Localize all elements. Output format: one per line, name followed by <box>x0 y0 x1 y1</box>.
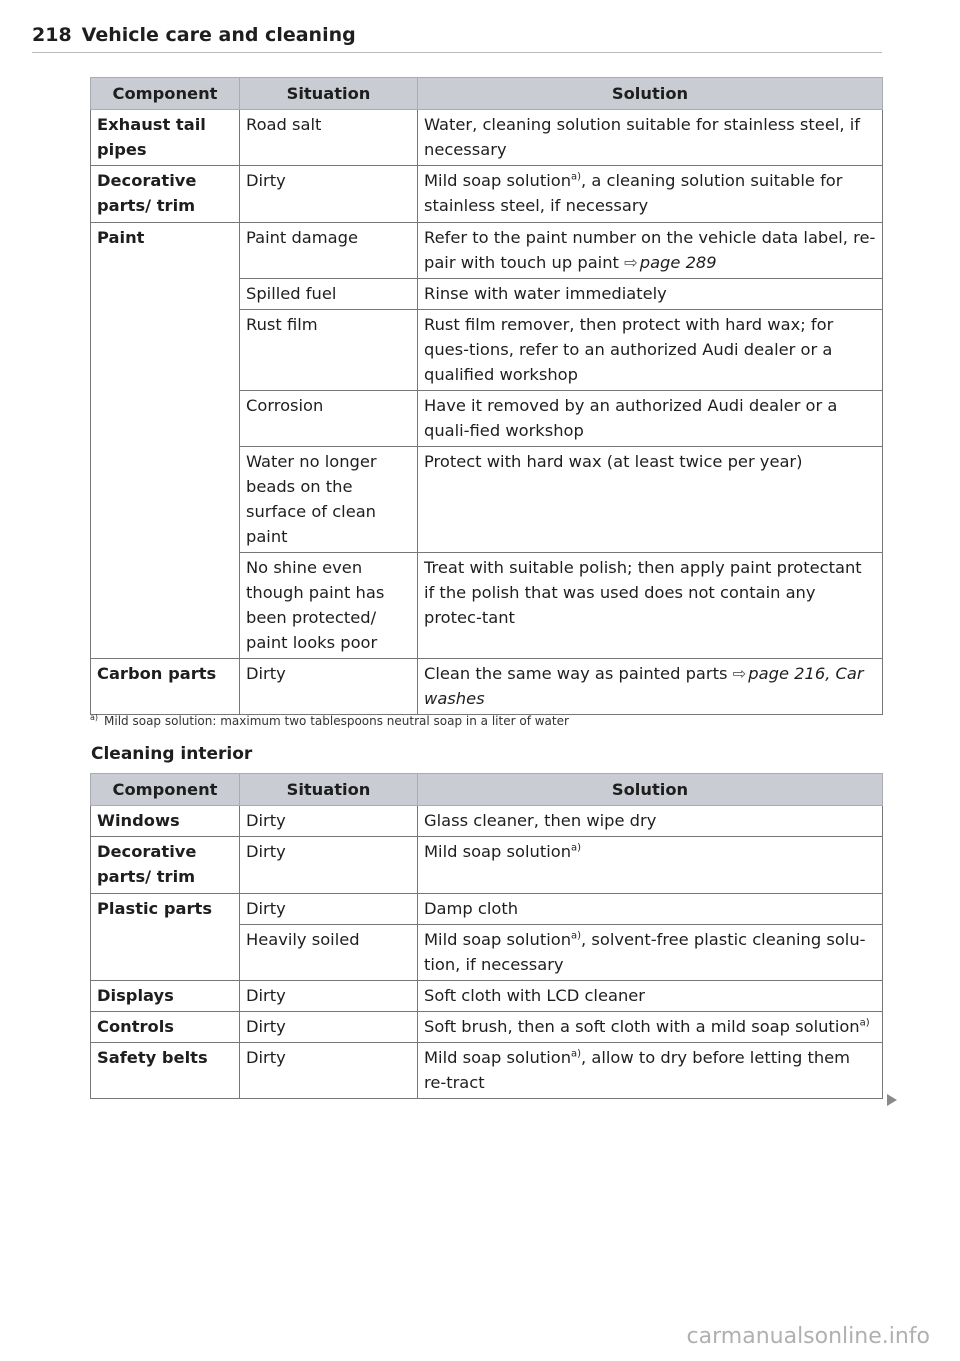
situation-cell: Rust film <box>240 310 418 391</box>
arrow-right-icon: ⇨ <box>624 253 638 272</box>
column-header-component: Component <box>91 78 240 110</box>
continue-arrow-icon <box>887 1094 897 1106</box>
table-row <box>91 806 883 837</box>
solution-cell: Water, cleaning solution suitable for stainless steel, if necessary <box>418 110 883 166</box>
solution-text: Mild soap solution <box>424 930 572 949</box>
page-header <box>32 24 882 53</box>
situation-cell: Dirty <box>240 659 418 715</box>
solution-cell <box>418 1043 883 1099</box>
component-cell: Exhaust tail pipes <box>91 110 240 166</box>
solution-cell <box>418 166 883 223</box>
solution-cell <box>418 925 883 981</box>
component-cell: Displays <box>91 981 240 1012</box>
footnote-text: Mild soap solution: maximum two tablespoons neutral soap in a liter of water <box>104 714 569 728</box>
solution-cell <box>418 659 883 715</box>
footnote-ref: a) <box>571 1048 582 1060</box>
table-row <box>91 110 883 166</box>
solution-text: Clean the same way as painted parts <box>424 664 733 683</box>
solution-cell <box>418 223 883 279</box>
table-row <box>91 837 883 894</box>
page-number: 218 <box>32 24 72 46</box>
watermark: carmanualsonline.info <box>686 1324 930 1349</box>
footnote-ref: a) <box>571 171 582 183</box>
solution-text: , a cleaning solution suitable for stainless steel, if necessary <box>424 171 843 215</box>
situation-cell: Dirty <box>240 837 418 894</box>
arrow-right-icon: ⇨ <box>732 664 747 683</box>
table-row <box>91 223 883 279</box>
footnote-ref: a) <box>859 1017 870 1029</box>
page-title: Vehicle care and cleaning <box>81 24 356 46</box>
solution-cell: Have it removed by an authorized Audi dealer or a quali-fied workshop <box>418 391 883 447</box>
component-cell: Windows <box>91 806 240 837</box>
solution-cell: Rust film remover, then protect with hard wax; for ques-tions, refer to an authorized Audi dealer or a qualified workshop <box>418 310 883 391</box>
solution-cell <box>418 1012 883 1043</box>
component-cell: Decorative parts/ trim <box>91 166 240 223</box>
table-header-row <box>91 774 883 806</box>
component-cell: Plastic parts <box>91 894 240 981</box>
situation-cell: No shine even though paint has been protected/ paint looks poor <box>240 553 418 659</box>
situation-cell: Corrosion <box>240 391 418 447</box>
table-row <box>91 981 883 1012</box>
footnote-ref: a) <box>571 842 582 854</box>
solution-cell: Rinse with water immediately <box>418 279 883 310</box>
component-cell: Safety belts <box>91 1043 240 1099</box>
column-header-solution: Solution <box>418 774 883 806</box>
component-cell: Decorative parts/ trim <box>91 837 240 894</box>
situation-cell: Paint damage <box>240 223 418 279</box>
component-cell: Carbon parts <box>91 659 240 715</box>
solution-text: Mild soap solution <box>424 842 572 861</box>
table-row <box>91 894 883 925</box>
table-header-row <box>91 78 883 110</box>
situation-cell: Dirty <box>240 894 418 925</box>
solution-text: Mild soap solution <box>424 1048 572 1067</box>
footnote-ref: a) <box>571 930 582 942</box>
situation-cell: Dirty <box>240 1012 418 1043</box>
solution-text: Refer to the paint number on the vehicle data label, re-pair with touch up paint <box>424 228 876 272</box>
solution-text: , allow to dry before letting them re-tract <box>424 1048 851 1092</box>
section-heading: Cleaning interior <box>91 744 253 764</box>
component-cell: Paint <box>91 223 240 659</box>
interior-cleaning-table <box>90 773 883 1099</box>
solution-cell <box>418 837 883 894</box>
column-header-solution: Solution <box>418 78 883 110</box>
page-reference-link[interactable]: page 289 <box>639 253 717 272</box>
table-row <box>91 166 883 223</box>
situation-cell: Heavily soiled <box>240 925 418 981</box>
page-reference-link[interactable]: page 216, Car washes <box>424 664 864 708</box>
component-cell: Controls <box>91 1012 240 1043</box>
column-header-component: Component <box>91 774 240 806</box>
solution-text: , solvent-free plastic cleaning solu-tion, if necessary <box>424 930 866 974</box>
solution-cell: Glass cleaner, then wipe dry <box>418 806 883 837</box>
footnote-marker: a) <box>90 713 99 722</box>
solution-text: Mild soap solution <box>424 171 572 190</box>
situation-cell: Dirty <box>240 981 418 1012</box>
solution-cell: Damp cloth <box>418 894 883 925</box>
solution-cell: Soft cloth with LCD cleaner <box>418 981 883 1012</box>
column-header-situation: Situation <box>240 78 418 110</box>
situation-cell: Dirty <box>240 1043 418 1099</box>
situation-cell: Water no longer beads on the surface of clean paint <box>240 447 418 553</box>
solution-cell: Protect with hard wax (at least twice per year) <box>418 447 883 553</box>
situation-cell: Dirty <box>240 806 418 837</box>
exterior-cleaning-table <box>90 77 883 715</box>
table-row <box>91 1043 883 1099</box>
situation-cell: Dirty <box>240 166 418 223</box>
solution-cell: Treat with suitable polish; then apply paint protectant if the polish that was used does not contain any protec-tant <box>418 553 883 659</box>
table-row <box>91 659 883 715</box>
column-header-situation: Situation <box>240 774 418 806</box>
table-row <box>91 1012 883 1043</box>
situation-cell: Spilled fuel <box>240 279 418 310</box>
footnote <box>90 714 569 728</box>
solution-text: Soft brush, then a soft cloth with a mild soap solution <box>424 1017 860 1036</box>
situation-cell: Road salt <box>240 110 418 166</box>
